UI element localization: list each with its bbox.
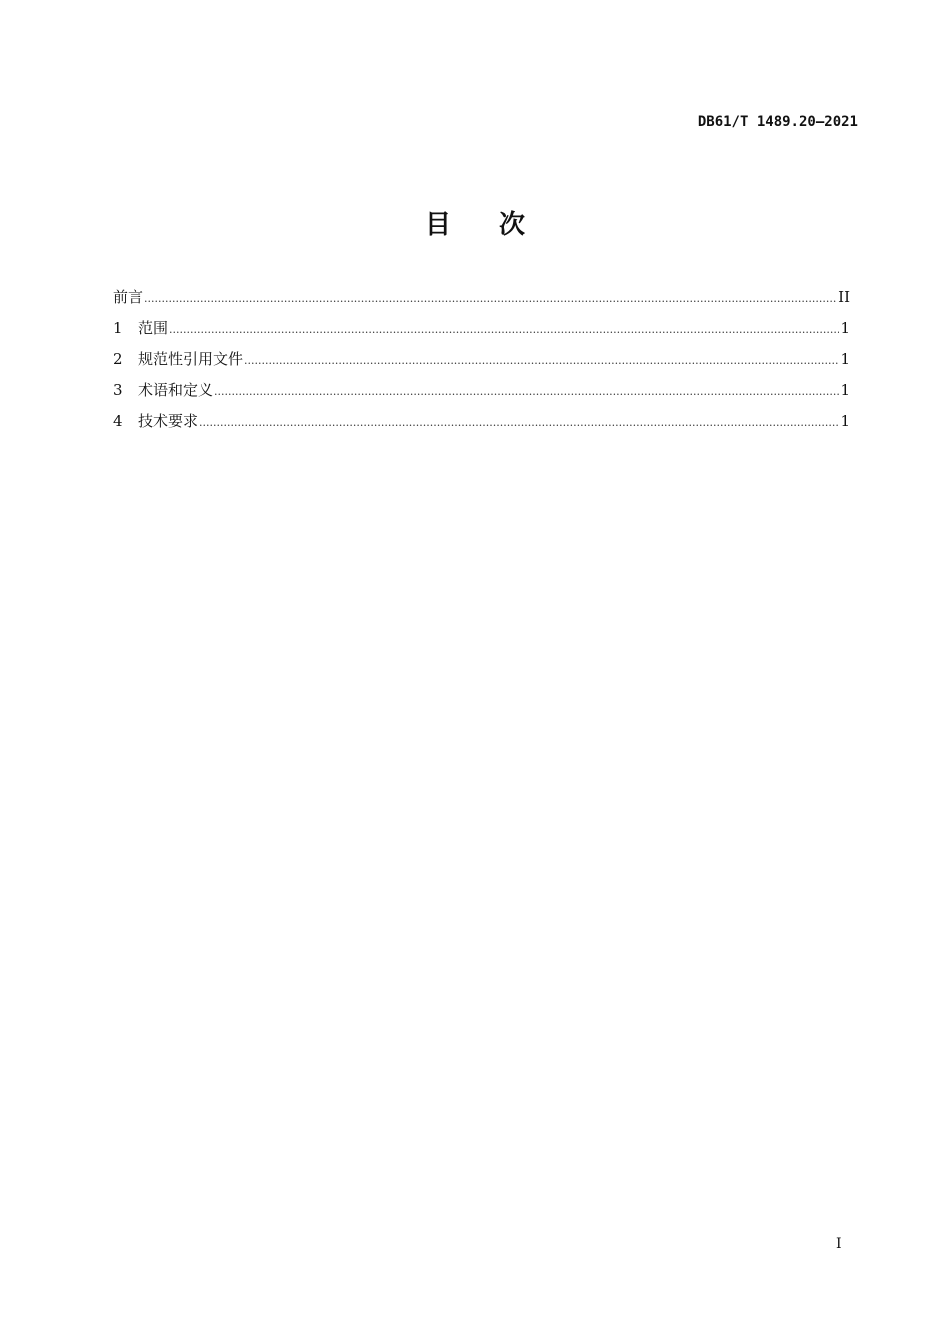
toc-entry-technical-requirements[interactable] xyxy=(113,410,850,441)
toc-entry-page: 1 xyxy=(840,412,850,430)
standard-code: DB61/T 1489.20—2021 xyxy=(697,114,858,130)
toc-entry-number: 2 xyxy=(113,350,123,368)
toc-title xyxy=(0,204,950,241)
toc-leader-dots xyxy=(214,381,839,403)
toc-entry-terms-definitions[interactable] xyxy=(113,379,850,410)
toc-entry-label[interactable]: 术语和定义 xyxy=(138,381,214,399)
toc-leader-dots xyxy=(244,350,839,372)
toc-title-char-2: 次 xyxy=(499,210,526,240)
toc-entry-number: 1 xyxy=(113,319,123,337)
toc-entry-normative-references[interactable] xyxy=(113,348,850,379)
toc-entry-foreword[interactable] xyxy=(113,286,850,317)
toc-entry-page: 1 xyxy=(840,350,850,368)
toc-entry-scope[interactable] xyxy=(113,317,850,348)
table-of-contents xyxy=(113,286,850,441)
toc-leader-dots xyxy=(144,288,837,310)
toc-title-char-1: 目 xyxy=(424,210,451,240)
toc-entry-label[interactable]: 规范性引用文件 xyxy=(138,350,244,368)
toc-entry-page: 1 xyxy=(840,381,850,399)
toc-entry-label[interactable]: 范围 xyxy=(138,319,169,337)
toc-entry-number: 3 xyxy=(113,381,123,399)
toc-entry-page: 1 xyxy=(840,319,850,337)
toc-entry-label[interactable]: 前言 xyxy=(113,288,144,306)
toc-leader-dots xyxy=(169,319,839,341)
toc-entry-number: 4 xyxy=(113,412,123,430)
toc-entry-page: II xyxy=(838,288,850,306)
page-number: I xyxy=(836,1236,842,1252)
toc-leader-dots xyxy=(199,412,839,434)
toc-entry-label[interactable]: 技术要求 xyxy=(138,412,199,430)
